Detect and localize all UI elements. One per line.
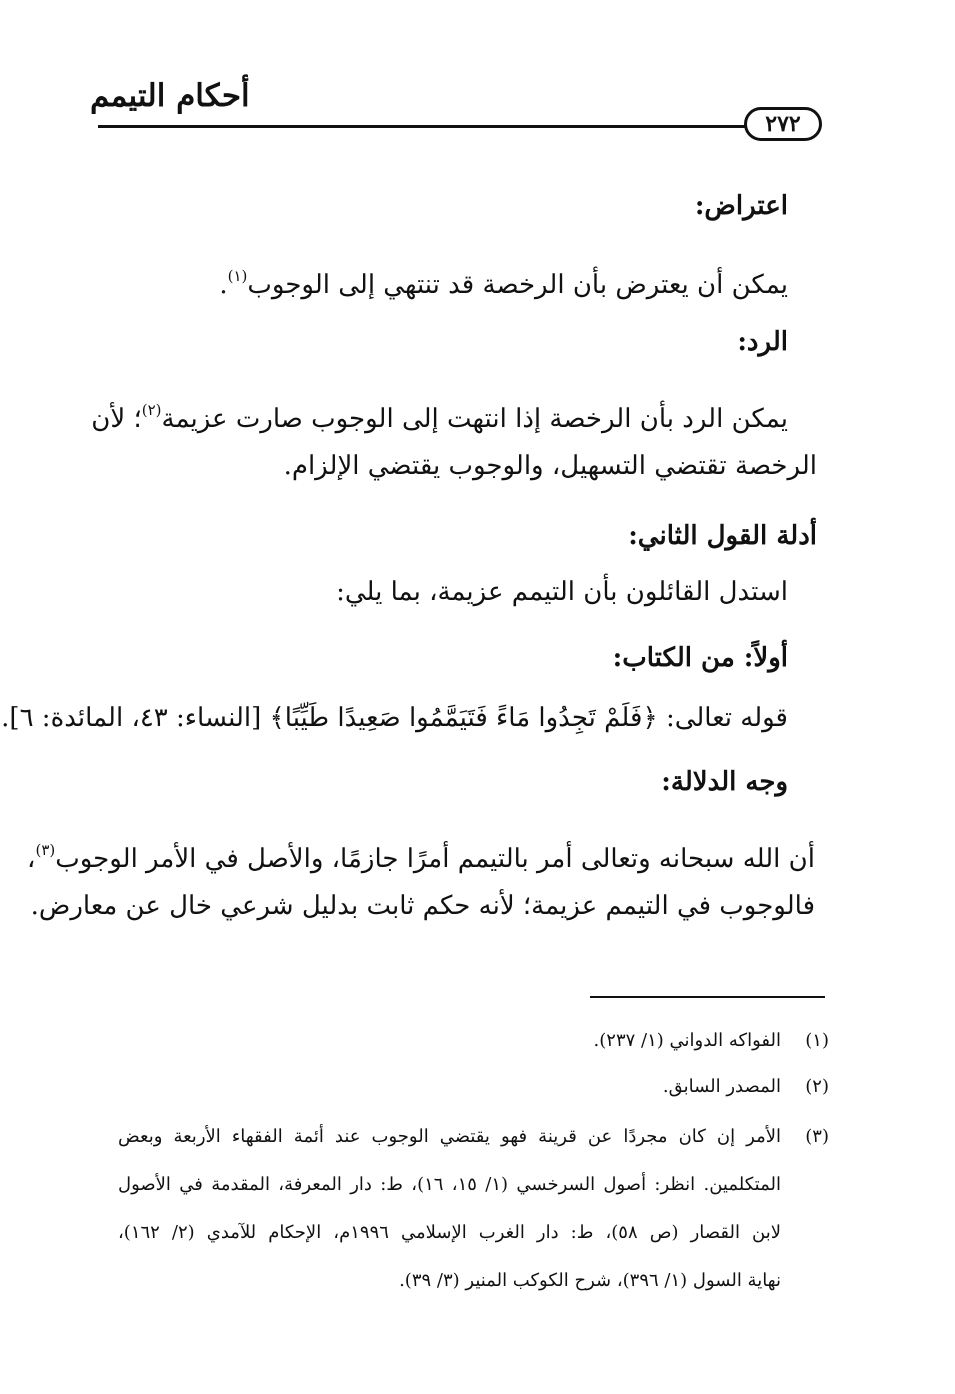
reply-text-a: يمكن الرد بأن الرخصة إذا انتهت إلى الوجوب صارت عزيمة — [161, 404, 788, 434]
footnote-2-number: (٢) — [805, 1076, 829, 1097]
footnote-1 — [118, 1026, 829, 1056]
running-header-title: أحكام التيمم — [90, 78, 250, 114]
objection-paragraph — [96, 254, 788, 307]
page-number-badge: ٢٧٢ — [744, 107, 822, 141]
footnote-ref-1: (١) — [227, 267, 248, 285]
indication-text-b: ، — [27, 844, 36, 874]
footnote-2-text: المصدر السابق. — [662, 1076, 781, 1097]
indication-heading: وجه الدلالة: — [661, 767, 788, 797]
footnote-1-number: (١) — [805, 1030, 829, 1051]
objection-heading: اعتراض: — [694, 191, 788, 221]
header-rule — [98, 125, 820, 128]
footnote-3-number: (٣) — [805, 1126, 829, 1147]
reply-text-b: ؛ لأن — [91, 404, 142, 434]
reply-heading: الرد: — [737, 327, 788, 357]
footnote-3-line-3: لابن القصار (ص ٥٨)، ط: دار الغرب الإسلامي ١٩٩٦م، الإحكام للآمدي (٢/ ١٦٢)، — [118, 1222, 781, 1243]
verse-line: قوله تعالى: ﴿فَلَمْ تَجِدُوا مَاءً فَتَيَمَّمُوا صَعِيدًا طَيِّبًا﴾ [النساء: ٤٣، المائدة: ٦]. — [1, 703, 788, 733]
footnote-2 — [118, 1072, 829, 1102]
footnote-3-line-2: المتكلمين. انظر: أصول السرخسي (١/ ١٥، ١٦)، ط: دار المعرفة، المقدمة في الأصول — [118, 1174, 781, 1195]
footnote-3-text-1: الأمر إن كان مجردًا عن قرينة فهو يقتضي الوجوب عند أئمة الفقهاء الأربعة وبعض — [118, 1126, 781, 1147]
objection-end: . — [219, 270, 228, 300]
footnote-ref-3: (٣) — [35, 841, 56, 859]
indication-line-2: فالوجوب في التيمم عزيمة؛ لأنه حكم ثابت بدليل شرعي خال عن معارض. — [30, 891, 815, 921]
footnote-ref-2: (٢) — [141, 401, 162, 419]
evidence-intro: استدل القائلون بأن التيمم عزيمة، بما يلي: — [336, 577, 788, 607]
footnote-separator — [590, 996, 825, 998]
indication-line-1 — [27, 828, 815, 881]
reply-line-1 — [91, 388, 788, 441]
evidence-heading: أدلة القول الثاني: — [628, 521, 817, 551]
indication-text-a: أن الله سبحانه وتعالى أمر بالتيمم أمرًا جازمًا، والأصل في الأمر الوجوب — [55, 844, 815, 874]
footnote-3 — [118, 1122, 829, 1152]
reply-line-2: الرخصة تقتضي التسهيل، والوجوب يقتضي الإلزام. — [283, 451, 817, 481]
footnote-1-text: الفواكه الدواني (١/ ٢٣٧). — [593, 1030, 781, 1051]
first-evidence-heading: أولاً: من الكتاب: — [612, 643, 788, 673]
objection-text: يمكن أن يعترض بأن الرخصة قد تنتهي إلى الوجوب — [247, 270, 788, 300]
footnote-3-line-4: نهاية السول (١/ ٣٩٦)، شرح الكوكب المنير (٣/ ٣٩). — [399, 1270, 781, 1291]
